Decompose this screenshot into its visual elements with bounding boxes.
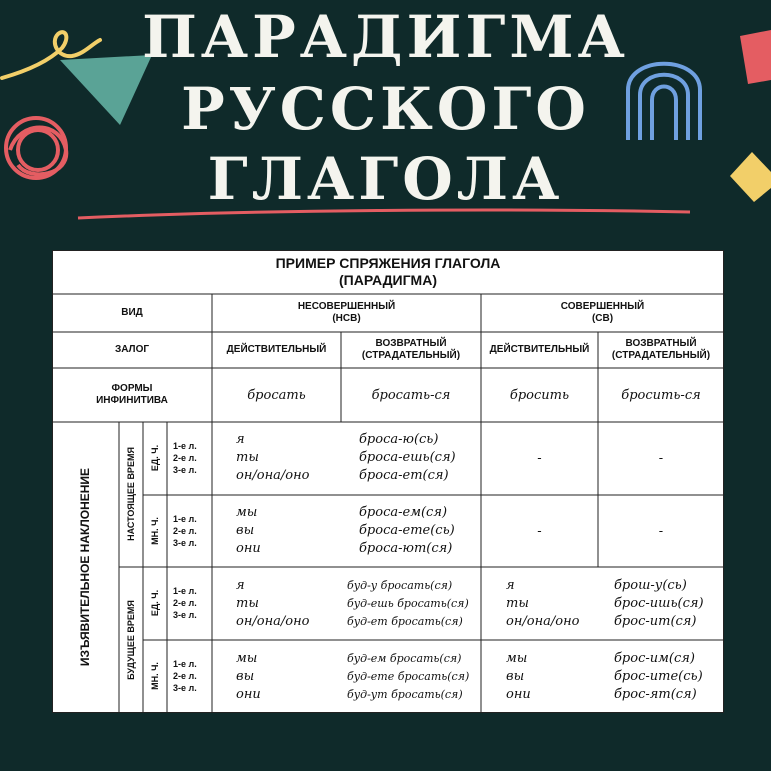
pronoun: я [506,578,515,593]
sv-header-line-1: СОВЕРШЕННЫЙ [560,301,645,312]
person-1: 1-е л. [173,514,197,524]
future-pl-pronouns [236,650,261,704]
pronoun: ты [236,450,259,465]
present-pl-sv-reflexive-dash: - [658,523,664,539]
page-title-line-2: РУССКОГО [181,75,590,143]
paradigm-table [52,250,724,713]
person-3: 3-е л. [173,538,197,548]
reflexive-line-1: ВОЗВРАТНЫЙ [625,338,697,349]
table-caption-line-1: ПРИМЕР СПРЯЖЕНИЯ ГЛАГОЛА [275,254,501,271]
verb-form: брос-им(ся) [614,651,695,666]
pronoun: он/она/оно [506,614,580,629]
future-pl-sv-pronouns [506,650,531,704]
verb-form: броса-ю(сь) [359,432,439,447]
infinitive-nsv: бросать [247,387,306,403]
present-singular-cell [143,422,167,495]
pronoun: вы [236,669,255,684]
pronoun: они [506,687,531,702]
verb-form: броса-ешь(ся) [359,450,456,465]
reflexive-line-2: (СТРАДАТЕЛЬНЫЙ) [611,350,711,361]
pronoun: я [236,578,245,593]
present-sg-forms [359,431,456,485]
mood-cell [52,422,119,713]
verb-form: буд-ете бросать(ся) [347,670,470,683]
future-singular-cell [143,567,167,640]
pronoun: он/она/оно [236,614,310,629]
verb-form: брос-ишь(ся) [614,596,704,611]
present-tense-cell [119,422,143,567]
present-sg-pronouns [236,431,310,485]
verb-form: броса-ем(ся) [359,505,448,520]
person-3: 3-е л. [173,610,197,620]
verb-form: броса-ет(ся) [359,468,449,483]
verb-form: брос-ите(сь) [614,669,703,684]
person-2: 2-е л. [173,671,197,681]
infinitive-sv: бросить [509,387,570,403]
persons-future-pl [173,658,197,694]
pronoun: мы [506,651,528,666]
present-pl-pronouns [236,504,261,558]
pronoun: я [236,432,245,447]
pronoun: они [236,541,261,556]
reflexive-line-1: ВОЗВРАТНЫЙ [375,338,447,349]
table-caption-line-2: (ПАРАДИГМА) [339,272,437,288]
plural-label: МН. Ч. [150,517,160,545]
pronoun: ты [506,596,529,611]
future-pl-sv-forms [614,650,703,704]
person-1: 1-е л. [173,441,197,451]
nsv-header-line-1: НЕСОВЕРШЕННЫЙ [297,301,396,312]
future-plural-cell [143,640,167,713]
page-title-line-1: ПАРАДИГМА [142,3,629,71]
person-3: 3-е л. [173,465,197,475]
infinitive-label-line-1: ФОРМЫ [111,383,153,394]
pronoun: он/она/оно [236,468,310,483]
nsv-header-line-2: (НСВ) [332,313,361,324]
present-pl-forms [359,504,455,558]
pronoun: они [236,687,261,702]
nsv-active-header: ДЕЙСТВИТЕЛЬНЫЙ [226,344,327,355]
nsv-reflexive-header [341,332,481,368]
present-sg-sv-dash: - [537,451,542,466]
person-2: 2-е л. [173,453,197,463]
verb-form: броса-ют(ся) [359,541,453,556]
future-tense-cell [119,567,143,713]
sv-reflexive-header [598,332,724,368]
pronoun: мы [236,505,258,520]
pronoun: вы [506,669,525,684]
present-plural-cell [143,495,167,567]
vid-label: ВИД [121,307,143,318]
infinitive-sv-reflexive: бросить-ся [621,387,701,403]
verb-form: буд-ет бросать(ся) [347,615,463,628]
pronoun: ты [236,596,259,611]
person-2: 2-е л. [173,526,197,536]
pronoun: вы [236,523,255,538]
verb-form: брос-ят(ся) [614,687,697,702]
future-sg-sv-forms [614,577,704,631]
persons-present-pl [173,513,197,549]
person-3: 3-е л. [173,683,197,693]
person-2: 2-е л. [173,598,197,608]
infinitive-label-line-2: ИНФИНИТИВА [96,395,168,406]
verb-form: буд-ут бросать(ся) [347,688,463,701]
person-1: 1-е л. [173,659,197,669]
mood-label: ИЗЪЯВИТЕЛЬНОЕ НАКЛОНЕНИЕ [78,467,92,667]
future-sg-pronouns [236,577,310,631]
person-1: 1-е л. [173,586,197,596]
future-pl-nsv-forms [347,650,469,704]
future-sg-sv-pronouns [506,577,580,631]
verb-form: буд-у бросать(ся) [347,579,453,592]
verb-form: броса-ете(сь) [359,523,455,538]
table-caption [52,250,724,294]
persons-present-sg [173,440,197,476]
present-pl-sv-dash: - [537,523,542,539]
future-tense-label: БУДУЩЕЕ ВРЕМЯ [126,600,136,680]
verb-form: буд-ешь бросать(ся) [347,597,469,610]
persons-future-sg [173,585,197,621]
sv-active-header: ДЕЙСТВИТЕЛЬНЫЙ [489,344,590,355]
future-sg-nsv-forms [347,577,469,631]
verb-form: брос-ит(ся) [614,614,697,629]
sv-header-line-2: (СВ) [591,313,614,324]
nsv-header [212,294,481,332]
plural-label: МН. Ч. [150,662,160,690]
pronoun: мы [236,651,258,666]
zalog-label: ЗАЛОГ [114,344,150,355]
infinitive-nsv-reflexive: бросать-ся [371,387,451,403]
singular-label: ЕД. Ч. [150,589,160,617]
verb-form: брош-у(сь) [614,578,687,593]
infinitive-label [52,368,212,422]
sv-header [481,294,724,332]
page-title-line-3: ГЛАГОЛА [207,145,564,213]
present-sg-sv-reflexive-dash: - [658,451,664,466]
verb-form: буд-ем бросать(ся) [347,652,462,665]
present-tense-label: НАСТОЯЩЕЕ ВРЕМЯ [126,447,136,541]
reflexive-line-2: (СТРАДАТЕЛЬНЫЙ) [361,350,461,361]
singular-label: ЕД. Ч. [150,444,160,472]
